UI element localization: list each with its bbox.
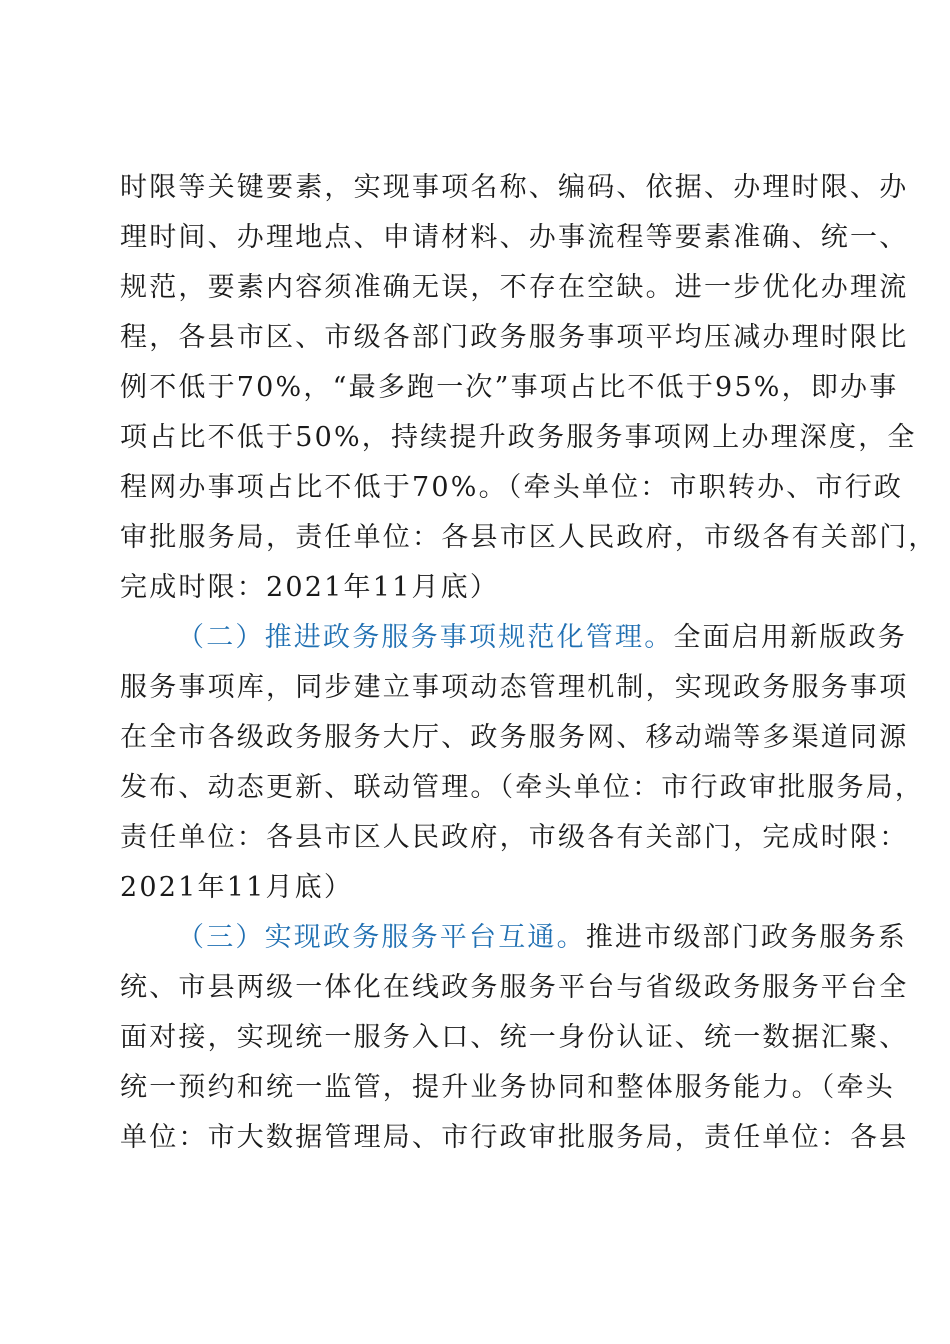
paragraph-line: 统、市县两级一体化在线政务服务平台与省级政务服务平台全 bbox=[120, 972, 909, 1003]
paragraph-line: 时限等关键要素，实现事项名称、编码、依据、办理时限、办 bbox=[120, 172, 909, 203]
paragraph-line: 在全市各级政务服务大厅、政务服务网、移动端等多渠道同源 bbox=[120, 722, 909, 753]
section-heading-line bbox=[177, 913, 908, 963]
paragraph-text: 推进市级部门政务服务系 bbox=[585, 922, 908, 953]
section-heading: （二）推进政务服务事项规范化管理。 bbox=[177, 622, 674, 653]
paragraph-line: 审批服务局，责任单位：各县市区人民政府，市级各有关部门， bbox=[120, 522, 938, 553]
paragraph-line: 责任单位：各县市区人民政府，市级各有关部门，完成时限： bbox=[120, 822, 909, 853]
section-heading: （三）实现政务服务平台互通。 bbox=[177, 922, 586, 953]
paragraph-line: 理时间、办理地点、申请材料、办事流程等要素准确、统一、 bbox=[120, 222, 909, 253]
paragraph-line: 完成时限：2021年11月底） bbox=[120, 572, 500, 603]
paragraph-line: 服务事项库，同步建立事项动态管理机制，实现政务服务事项 bbox=[120, 672, 909, 703]
paragraph-line: 程网办事项占比不低于70%。（牵头单位：市职转办、市行政 bbox=[120, 472, 904, 503]
paragraph-text: 全面启用新版政务 bbox=[673, 622, 908, 653]
paragraph-line: 面对接，实现统一服务入口、统一身份认证、统一数据汇聚、 bbox=[120, 1022, 909, 1053]
paragraph-line: 发布、动态更新、联动管理。（牵头单位：市行政审批服务局， bbox=[120, 772, 925, 803]
paragraph-line: 统一预约和统一监管，提升业务协同和整体服务能力。（牵头 bbox=[120, 1072, 895, 1103]
paragraph-line: 程，各县市区、市级各部门政务服务事项平均压减办理时限比 bbox=[120, 322, 909, 353]
paragraph-line: 单位：市大数据管理局、市行政审批服务局，责任单位：各县 bbox=[120, 1122, 909, 1153]
paragraph-line: 例不低于70%，“最多跑一次”事项占比不低于95%，即办事 bbox=[120, 372, 899, 403]
paragraph-line: 项占比不低于50%，持续提升政务服务事项网上办理深度，全 bbox=[120, 422, 917, 453]
paragraph-line: 规范，要素内容须准确无误，不存在空缺。进一步优化办理流 bbox=[120, 272, 909, 303]
paragraph-line: 2021年11月底） bbox=[120, 872, 354, 903]
section-heading-line bbox=[177, 613, 908, 663]
